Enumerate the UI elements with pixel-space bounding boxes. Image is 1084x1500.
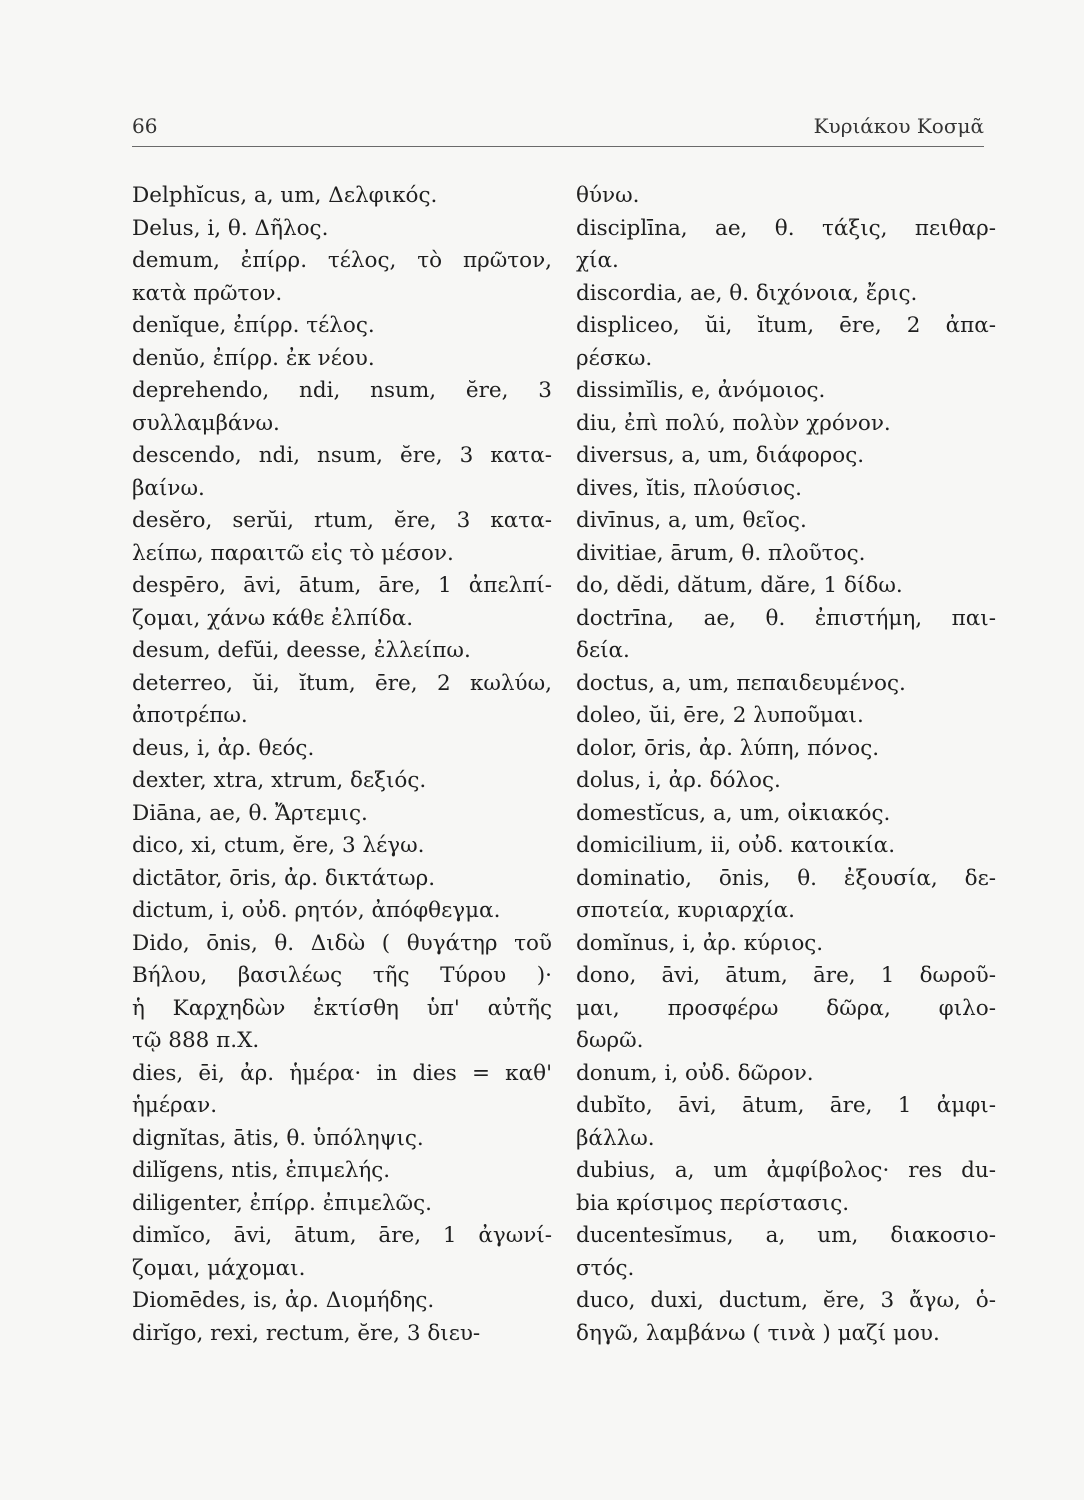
dictionary-entry [132, 765, 552, 798]
entry-line: dubĭto, āvi, ātum, āre, 1 ἀμφι- [576, 1093, 996, 1118]
dictionary-entry [132, 1058, 552, 1123]
entry-line: disciplīna, ae, θ. τάξις, πειθαρ- [576, 215, 996, 241]
dictionary-entry [576, 375, 996, 408]
dictionary-entry [132, 245, 552, 310]
dictionary-entry [576, 440, 996, 473]
entry-line: dissimĭlis, e, ἀνόμοιος. [576, 378, 826, 403]
entry-line: τῷ 888 π.Χ. [132, 1028, 260, 1053]
entry-line: Βήλου, βασιλέως τῆς Τύρου )· [132, 963, 552, 988]
entry-line: σποτεία, κυριαρχία. [576, 898, 795, 923]
dictionary-entry [132, 830, 552, 863]
entry-line: duco, duxi, ductum, ĕre, 3 ἄγω, ὁ- [576, 1288, 996, 1313]
entry-line: ρέσκω. [576, 345, 653, 371]
entry-line: demum, ἐπίρρ. τέλος, τὸ πρῶτον, [132, 248, 552, 273]
entry-line: domicilium, ii, οὐδ. κατοικία. [576, 833, 896, 858]
entry-line: diu, ἐπὶ πολύ, πολὺν χρόνον. [576, 410, 891, 436]
dictionary-entry [576, 863, 996, 928]
entry-line: μαι, προσφέρω δῶρα, φιλο- [576, 995, 996, 1021]
dictionary-entry [132, 310, 552, 343]
entry-line: δωρῶ. [576, 1028, 644, 1053]
dictionary-entry [576, 538, 996, 571]
dictionary-entry [132, 343, 552, 376]
entry-line: despēro, āvi, ātum, āre, 1 ἀπελπί- [132, 573, 552, 598]
dictionary-entry [132, 440, 552, 505]
entry-line: desĕro, serŭi, rtum, ĕre, 3 κατα- [132, 508, 552, 533]
page-number: 66 [132, 114, 158, 138]
left-column [132, 180, 552, 1350]
entry-line: divitiae, ārum, θ. πλοῦτος. [576, 540, 866, 566]
dictionary-entry [132, 570, 552, 635]
dictionary-entry [576, 473, 996, 506]
entry-line: dies, ēi, ἀρ. ἡμέρα· in dies = καθ' [132, 1060, 552, 1086]
entry-line: doleo, ŭi, ēre, 2 λυποῦμαι. [576, 703, 864, 728]
dictionary-entry [132, 505, 552, 570]
entry-line: dolor, ōris, ἀρ. λύπη, πόνος. [576, 735, 880, 761]
dictionary-entry [576, 310, 996, 375]
entry-line: dives, ĭtis, πλούσιος. [576, 475, 803, 501]
entry-line: dilĭgens, ntis, ἐπιμελής. [132, 1158, 391, 1183]
dictionary-entry [132, 928, 552, 1058]
entry-line: dono, āvi, ātum, āre, 1 δωροῦ- [576, 963, 996, 988]
entry-line: βάλλω. [576, 1125, 655, 1151]
entry-line: displiceo, ŭi, ĭtum, ēre, 2 ἀπα- [576, 313, 996, 338]
dictionary-entry [576, 830, 996, 863]
entry-line: dictum, i, οὐδ. ρητόν, ἀπόφθεγμα. [132, 898, 501, 923]
dictionary-entry [132, 375, 552, 440]
entry-line: diversus, a, um, διάφορος. [576, 443, 865, 468]
dictionary-entry [576, 700, 996, 733]
entry-line: ducentesĭmus, a, um, διακοσιο- [576, 1223, 996, 1248]
running-head: Κυριάκου Κοσμᾶ [813, 114, 984, 138]
entry-line: στός. [576, 1255, 635, 1281]
page-header [132, 112, 984, 147]
dictionary-entry [132, 1220, 552, 1285]
dictionary-entry [576, 213, 996, 278]
entry-line: do, dĕdi, dătum, dăre, 1 δίδω. [576, 573, 903, 598]
dictionary-entry [576, 1285, 996, 1350]
dictionary-entry [132, 895, 552, 928]
entry-line: δηγῶ, λαμβάνω ( τινὰ ) μαζί μου. [576, 1320, 940, 1346]
dictionary-entry [132, 1123, 552, 1156]
dictionary-entry [132, 1155, 552, 1188]
dictionary-entry [132, 798, 552, 831]
entry-line: donum, i, οὐδ. δῶρον. [576, 1060, 814, 1086]
entry-line: dirĭgo, rexi, rectum, ĕre, 3 διευ- [132, 1320, 481, 1346]
dictionary-entry [132, 668, 552, 733]
entry-line: χία. [576, 248, 619, 273]
entry-line: doctus, a, um, πεπαιδευμένος. [576, 670, 906, 696]
dictionary-entry [576, 765, 996, 798]
entry-line: θύνω. [576, 183, 640, 208]
entry-line: deprehendo, ndi, nsum, ĕre, 3 [132, 378, 552, 403]
dictionary-entry [576, 408, 996, 441]
entry-line: domĭnus, i, ἀρ. κύριος. [576, 930, 824, 956]
entry-line: βαίνω. [132, 475, 205, 501]
entry-line: divīnus, a, um, θεῖος. [576, 508, 807, 533]
dictionary-entry [132, 863, 552, 896]
entry-line: δεία. [576, 638, 630, 663]
dictionary-entry [132, 1285, 552, 1318]
dictionary-entry [132, 635, 552, 668]
entry-line: deus, i, ἀρ. θεός. [132, 735, 315, 761]
dictionary-entry [576, 928, 996, 961]
entry-line: dominatio, ōnis, θ. ἐξουσία, δε- [576, 865, 996, 891]
entry-line: bia κρίσιμος περίστασις. [576, 1190, 850, 1216]
entry-line: Diāna, ae, θ. Ἄρτεμις. [132, 800, 368, 826]
dictionary-entry [576, 798, 996, 831]
entry-line: diligenter, ἐπίρρ. ἐπιμελῶς. [132, 1190, 432, 1216]
dictionary-entry [576, 180, 996, 213]
dictionary-entry [576, 505, 996, 538]
entry-line: Delphĭcus, a, um, Δελφικός. [132, 183, 438, 208]
entry-line: dubius, a, um ἀμφίβολος· res du- [576, 1158, 996, 1183]
dictionary-entry [576, 733, 996, 766]
entry-line: discordia, ae, θ. διχόνοια, ἔρις. [576, 280, 918, 306]
entry-line: domestĭcus, a, um, οἰκιακός. [576, 800, 891, 826]
dictionary-entry [132, 180, 552, 213]
entry-line: ἀποτρέπω. [132, 703, 248, 728]
entry-line: κατὰ πρῶτον. [132, 280, 283, 306]
entry-line: ἡμέραν. [132, 1093, 218, 1118]
dictionary-entry [576, 668, 996, 701]
entry-line: ζομαι, μάχομαι. [132, 1255, 306, 1281]
entry-line: denŭo, ἐπίρρ. ἐκ νέου. [132, 345, 375, 371]
dictionary-entry [576, 1090, 996, 1155]
entry-line: Dido, ōnis, θ. Διδὼ ( θυγάτηρ τοῦ [132, 930, 552, 956]
dictionary-entry [576, 1155, 996, 1220]
entry-line: dictātor, ōris, ἀρ. δικτάτωρ. [132, 865, 436, 891]
entry-line: συλλαμβάνω. [132, 410, 280, 436]
entry-line: denĭque, ἐπίρρ. τέλος. [132, 313, 375, 338]
entry-line: doctrīna, ae, θ. ἐπιστήμη, παι- [576, 605, 996, 631]
right-column [576, 180, 996, 1350]
dictionary-entry [576, 603, 996, 668]
entry-line: Diomēdes, is, ἀρ. Διομήδης. [132, 1288, 435, 1313]
dictionary-entry [576, 1058, 996, 1091]
dictionary-entry [576, 570, 996, 603]
entry-line: Delus, i, θ. Δῆλος. [132, 215, 329, 241]
entry-line: dignĭtas, ātis, θ. ὑπόληψις. [132, 1125, 424, 1151]
dictionary-entry [576, 278, 996, 311]
entry-line: ἡ Καρχηδὼν ἐκτίσθη ὑπ' αὐτῆς [132, 995, 552, 1021]
entry-line: deterreo, ŭi, ĭtum, ēre, 2 κωλύω, [132, 670, 552, 696]
dictionary-entry [576, 960, 996, 1058]
entry-line: descendo, ndi, nsum, ĕre, 3 κατα- [132, 443, 552, 468]
dictionary-entry [576, 1220, 996, 1285]
dictionary-entry [132, 213, 552, 246]
entry-line: desum, defŭi, deesse, ἐλλείπω. [132, 638, 471, 663]
entry-line: dico, xi, ctum, ĕre, 3 λέγω. [132, 833, 425, 858]
entry-line: dimĭco, āvi, ātum, āre, 1 ἀγωνί- [132, 1223, 552, 1248]
entry-line: λείπω, παραιτῶ εἰς τὸ μέσον. [132, 540, 454, 566]
entry-line: ζομαι, χάνω κάθε ἐλπίδα. [132, 605, 414, 631]
dictionary-entry [132, 1318, 552, 1351]
entry-line: dolus, i, ἀρ. δόλος. [576, 768, 781, 793]
dictionary-entry [132, 1188, 552, 1221]
dictionary-entry [132, 733, 552, 766]
entry-line: dexter, xtra, xtrum, δεξιός. [132, 768, 427, 793]
